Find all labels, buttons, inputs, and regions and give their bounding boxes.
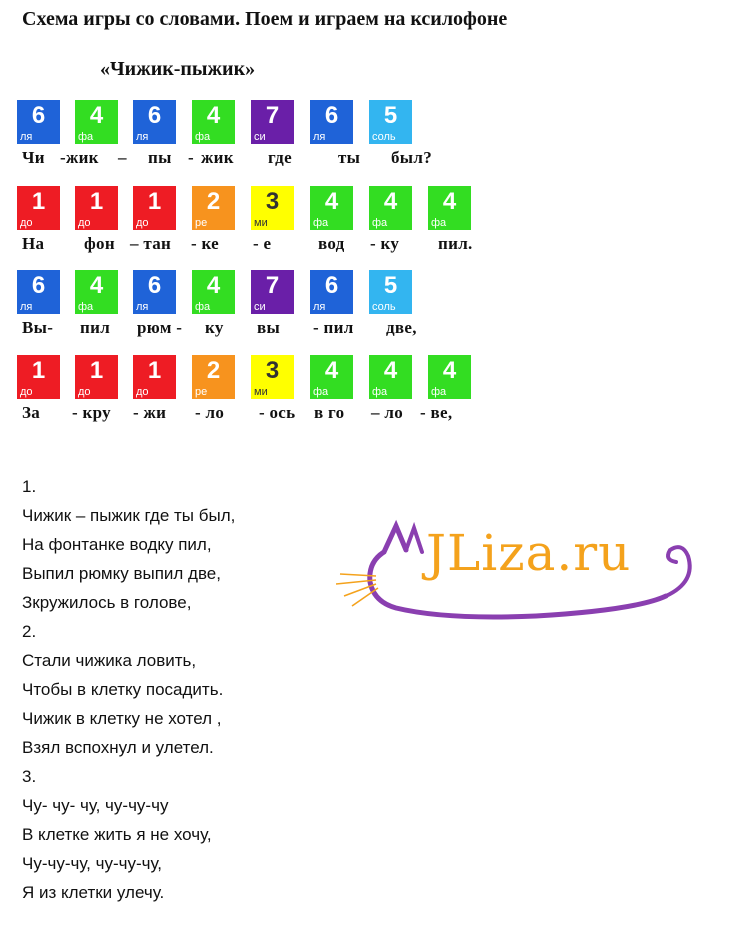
note-name: фа	[78, 131, 94, 143]
note-box	[192, 355, 235, 399]
syllable: вы	[257, 318, 281, 337]
syllable: – тан	[130, 234, 172, 253]
syllable: фон	[84, 234, 115, 253]
syllable: - ку	[370, 234, 400, 253]
note-name: си	[254, 301, 266, 313]
note-box	[192, 270, 235, 314]
jliza-logo	[336, 516, 726, 636]
syllable: пил	[80, 318, 111, 337]
syllable: - ке	[191, 234, 220, 253]
note-number: 1	[147, 188, 162, 215]
syllable: На	[22, 234, 45, 253]
syllable: ты	[338, 148, 361, 167]
note-box	[75, 100, 118, 144]
lyric-line: 1.	[22, 477, 37, 496]
note-number: 4	[383, 188, 398, 215]
note-name: ре	[195, 217, 208, 229]
note-box	[251, 270, 294, 314]
note-number: 5	[383, 102, 398, 129]
lyric-line: Взял вспохнул и улетел.	[22, 738, 214, 757]
lyric-line: В клетке жить я не хочу,	[22, 825, 212, 844]
note-name: фа	[372, 386, 388, 398]
note-box	[310, 270, 353, 314]
note-number: 4	[324, 357, 339, 384]
lyric-line: Зкружилось в голове,	[22, 593, 192, 612]
syllable: жик	[201, 148, 234, 167]
note-box	[75, 355, 118, 399]
note-name: фа	[78, 301, 94, 313]
note-number: 1	[31, 188, 46, 215]
note-box	[369, 186, 412, 230]
note-box	[192, 186, 235, 230]
note-box	[17, 355, 60, 399]
note-box	[192, 100, 235, 144]
lyrics-text	[22, 472, 235, 907]
note-number: 7	[265, 102, 280, 129]
note-number: 4	[206, 272, 221, 299]
note-box	[369, 100, 412, 144]
note-name: до	[78, 386, 91, 398]
note-box	[310, 100, 353, 144]
syllable: -жик	[60, 148, 99, 167]
syllable: пил.	[438, 234, 473, 253]
note-box	[428, 355, 471, 399]
note-box	[75, 270, 118, 314]
note-name: ми	[254, 386, 268, 398]
note-name: до	[136, 386, 149, 398]
lyric-line: 2.	[22, 622, 37, 641]
note-number: 4	[89, 272, 104, 299]
syllable: вод	[318, 234, 345, 253]
note-box	[251, 100, 294, 144]
note-number: 4	[324, 188, 339, 215]
note-name: фа	[431, 386, 447, 398]
syllable: пы	[148, 148, 172, 167]
syllable: Вы-	[22, 318, 54, 337]
note-number: 2	[206, 188, 221, 215]
note-number: 6	[31, 102, 46, 129]
syllable: –	[118, 148, 127, 167]
note-name: фа	[372, 217, 388, 229]
note-box	[133, 100, 176, 144]
logo-text: JLiza.ru	[426, 524, 632, 582]
note-name: ля	[20, 131, 33, 143]
lyric-line: Чтобы в клетку посадить.	[22, 680, 224, 699]
note-name: до	[20, 217, 33, 229]
note-number: 6	[324, 102, 339, 129]
note-box	[310, 186, 353, 230]
note-name: си	[254, 131, 266, 143]
syllable: рюм -	[137, 318, 183, 337]
note-number: 1	[89, 188, 104, 215]
syllable: Чи	[22, 148, 45, 167]
syllable: - пил	[313, 318, 354, 337]
syllable: - кру	[72, 403, 111, 422]
note-name: до	[78, 217, 91, 229]
note-name: до	[20, 386, 33, 398]
note-box	[369, 355, 412, 399]
note-number: 1	[31, 357, 46, 384]
note-number: 2	[206, 357, 221, 384]
note-box	[17, 270, 60, 314]
note-box	[369, 270, 412, 314]
note-name: соль	[372, 131, 396, 143]
note-number: 4	[442, 357, 457, 384]
syllable: – ло	[371, 403, 403, 422]
note-number: 4	[89, 102, 104, 129]
note-box	[17, 186, 60, 230]
note-number: 1	[147, 357, 162, 384]
note-number: 6	[324, 272, 339, 299]
syllable: в го	[314, 403, 345, 422]
lyric-line: 3.	[22, 767, 37, 786]
syllable: был?	[391, 148, 433, 167]
note-box	[17, 100, 60, 144]
note-box	[133, 355, 176, 399]
note-name: ля	[136, 301, 149, 313]
note-name: фа	[313, 386, 329, 398]
syllable: - ве,	[420, 403, 453, 422]
note-number: 7	[265, 272, 280, 299]
note-number: 6	[31, 272, 46, 299]
note-name: ми	[254, 217, 268, 229]
lyric-line: Чижик – пыжик где ты был,	[22, 506, 236, 525]
note-name: фа	[431, 217, 447, 229]
lyric-line: На фонтанке водку пил,	[22, 535, 212, 554]
note-number: 3	[265, 357, 280, 384]
lyric-line: Стали чижика ловить,	[22, 651, 197, 670]
syllable: За	[22, 403, 41, 422]
lyric-line: Я из клетки улечу.	[22, 883, 165, 902]
syllable: - е	[253, 234, 272, 253]
note-number: 3	[265, 188, 280, 215]
note-number: 4	[442, 188, 457, 215]
note-name: ре	[195, 386, 208, 398]
lyric-line: Выпил рюмку выпил две,	[22, 564, 221, 583]
note-number: 6	[147, 272, 162, 299]
note-name: соль	[372, 301, 396, 313]
song-title: «Чижик-пыжик»	[100, 58, 256, 80]
page-title: Схема игры со словами. Поем и играем на ксилофоне	[22, 8, 508, 30]
note-name: ля	[313, 301, 326, 313]
note-box	[251, 355, 294, 399]
note-box	[75, 186, 118, 230]
syllable: - жи	[133, 403, 167, 422]
syllable: ку	[205, 318, 224, 337]
note-box	[133, 186, 176, 230]
syllable: где	[268, 148, 292, 167]
note-number: 4	[383, 357, 398, 384]
note-name: ля	[20, 301, 33, 313]
note-name: фа	[313, 217, 329, 229]
note-number: 5	[383, 272, 398, 299]
note-number: 4	[206, 102, 221, 129]
lyric-line: Чу-чу-чу, чу-чу-чу,	[22, 854, 163, 873]
syllable: - ло	[195, 403, 225, 422]
note-box	[133, 270, 176, 314]
note-name: фа	[195, 131, 211, 143]
note-box	[251, 186, 294, 230]
note-name: ля	[136, 131, 149, 143]
syllable: - ось	[259, 403, 296, 422]
note-number: 6	[147, 102, 162, 129]
lyric-line: Чижик в клетку не хотел ,	[22, 709, 222, 728]
note-name: фа	[195, 301, 211, 313]
note-name: до	[136, 217, 149, 229]
note-box	[428, 186, 471, 230]
note-box	[310, 355, 353, 399]
note-name: ля	[313, 131, 326, 143]
note-number: 1	[89, 357, 104, 384]
syllable: -	[188, 148, 194, 167]
lyric-line: Чу- чу- чу, чу-чу-чу	[22, 796, 169, 815]
syllable: две,	[386, 318, 417, 337]
